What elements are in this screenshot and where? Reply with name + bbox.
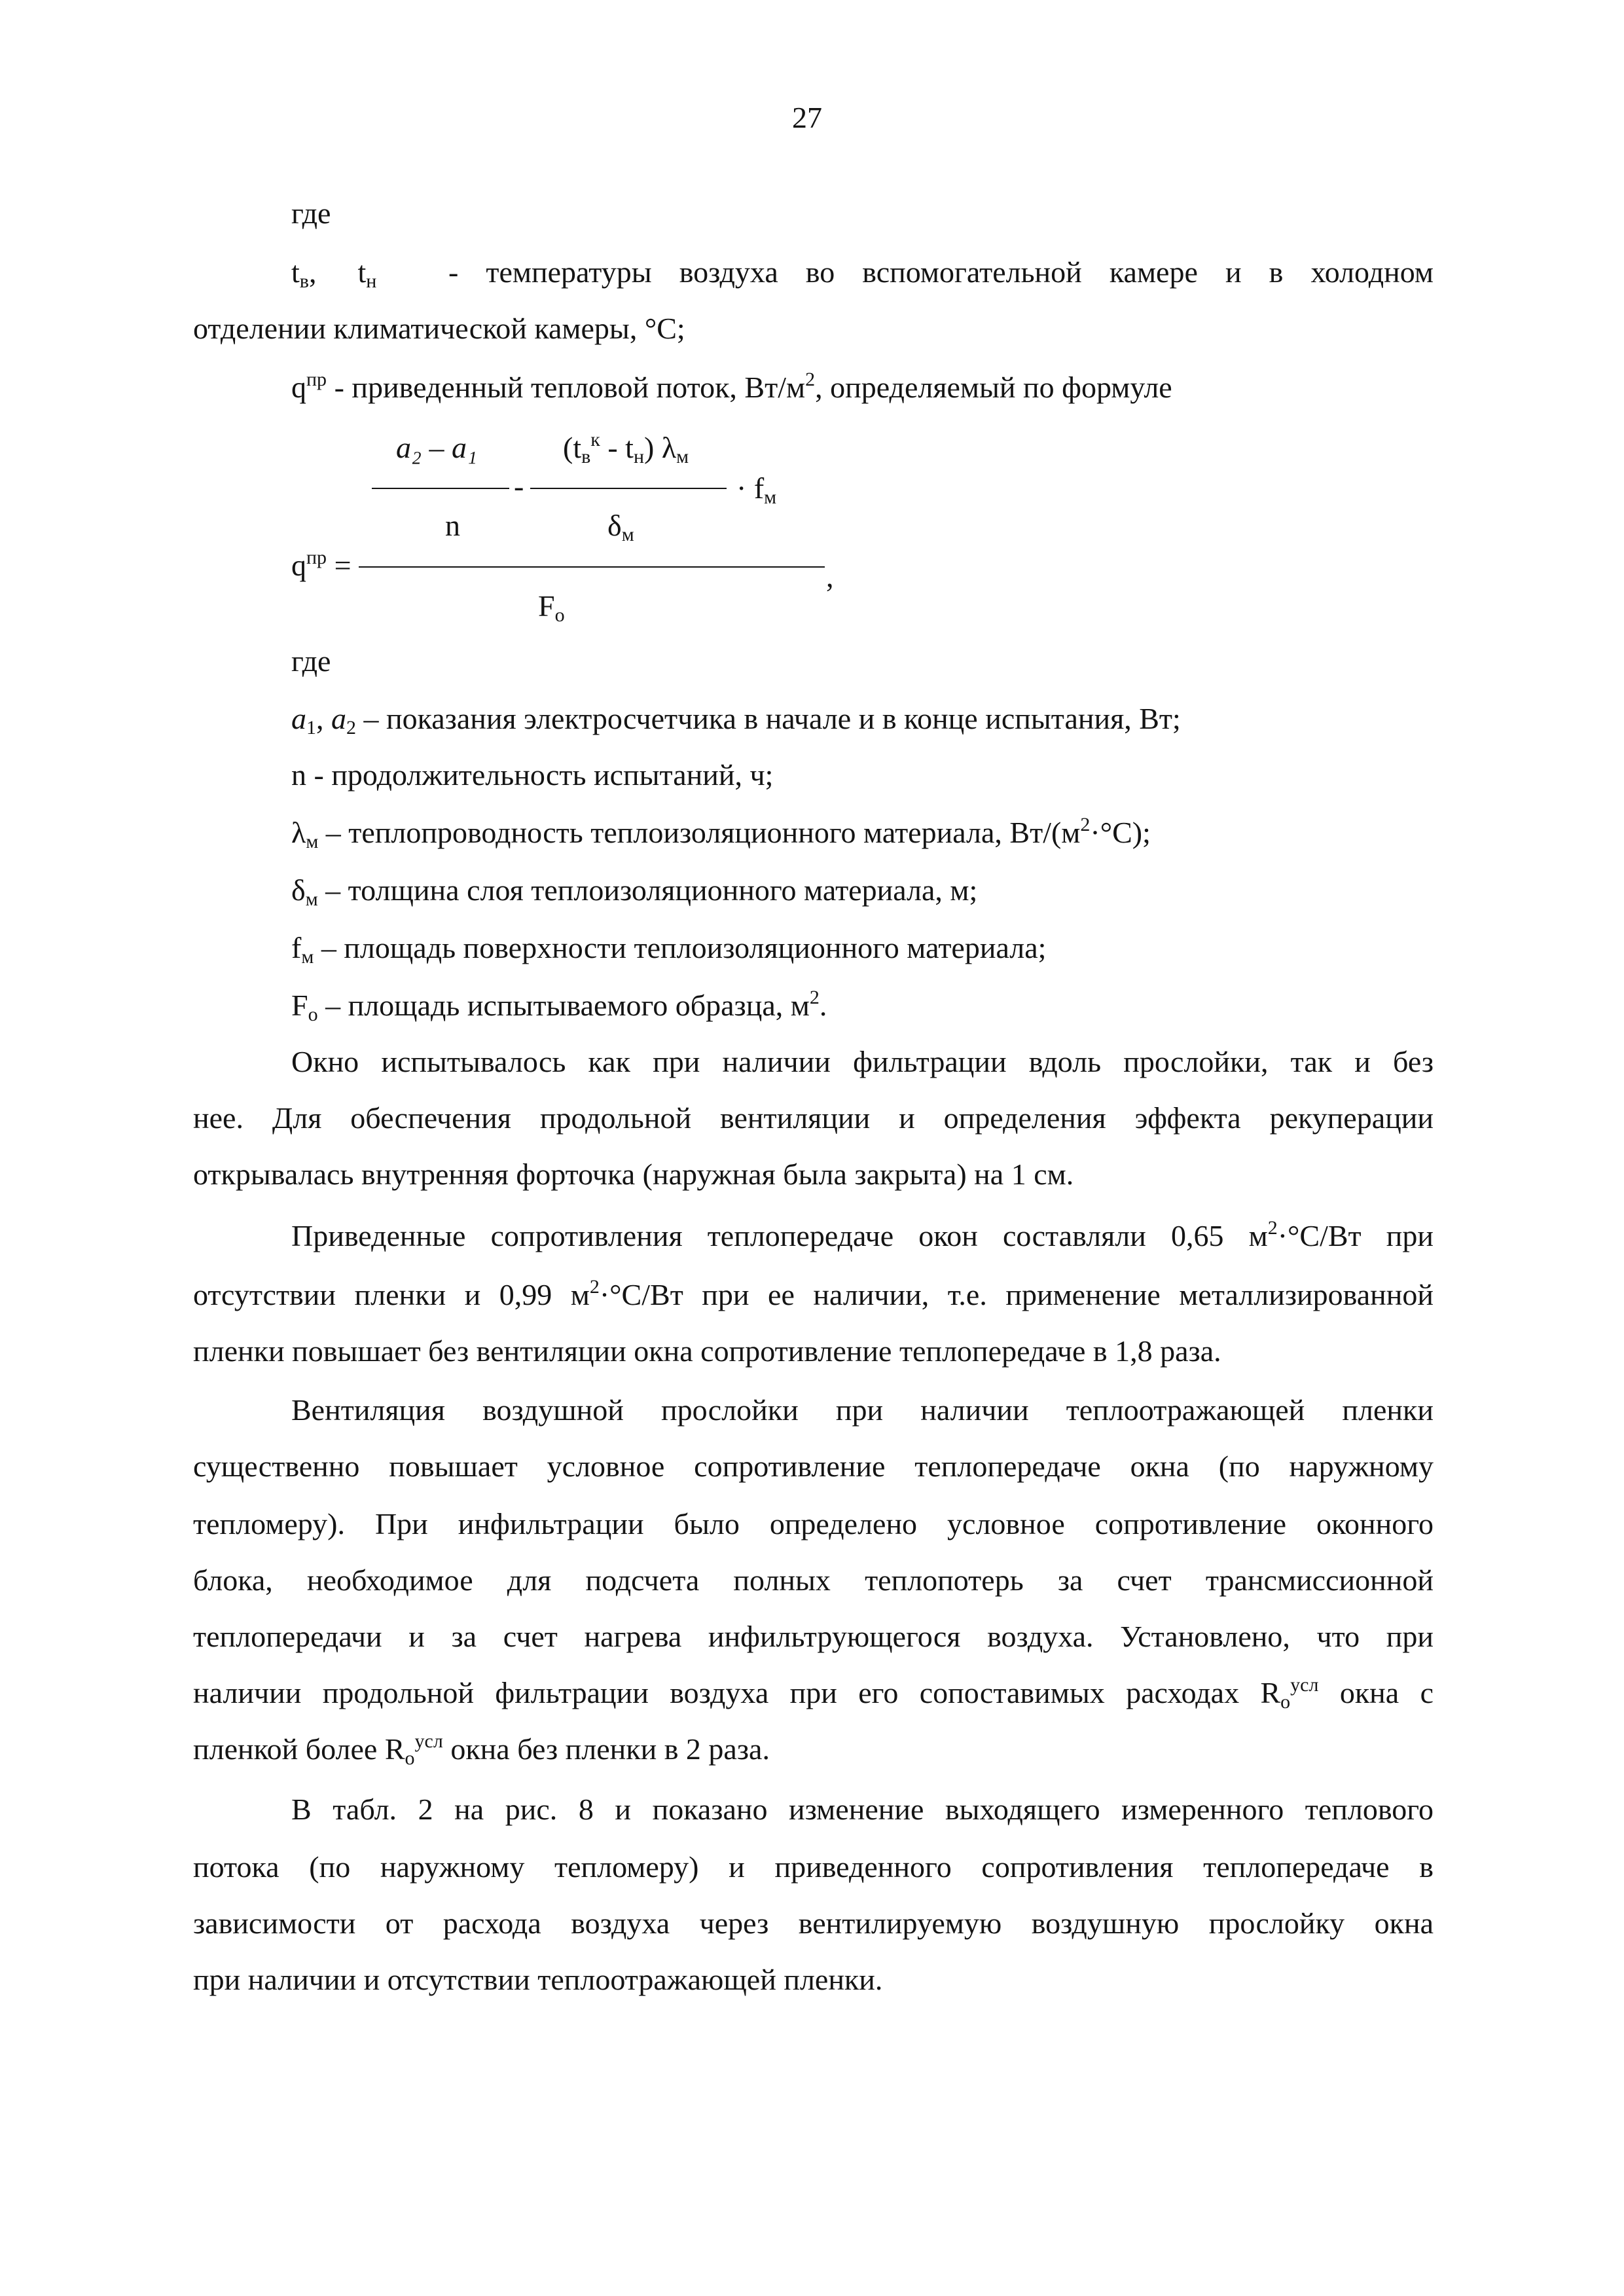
para4-line-1: В табл. 2 на рис. 8 и показано изменение выходящего измеренного теплового [291,1793,1434,1826]
def-n: n - продолжительность испытаний, ч; [291,758,774,792]
para1-line-2: нее. Для обеспечения продольной вентиляции и определения эффекта рекуперации [193,1101,1434,1135]
para4-line-3: зависимости от расхода воздуха через вентилируемую воздушную прослойку окна [193,1906,1434,1940]
fraction-bar-left [372,488,509,489]
para4-line-2: потока (по наружному тепломеру) и приведенного сопротивления теплопередаче в [193,1850,1434,1884]
formula-numerator-right: $(t_в^к - t_н)$ $\lambda_м$ [563,429,689,467]
def-lambda: $\lambda_м$ – теплопроводность теплоизоляционного материала, $Вт/(м^2\cdot^\circ С)$; [291,814,1151,852]
para1-line-1: Окно испытывалось как при наличии фильтрации вдоль прослойки, так и без [291,1045,1434,1078]
page-number: 27 [792,101,822,134]
para3-line-4: блока, необходимое для подсчета полных теплопотерь за счет трансмиссионной [193,1563,1434,1597]
temperature-definition-line-2: отделении климатической камеры, °C; [193,312,685,345]
q-definition: $q^{пр}$ - приведенный тепловой поток, $Вт/м^2$, определяемый по формуле [291,369,1172,404]
formula-denominator-left: n [445,509,460,542]
def-f: $f_м$ – площадь поверхности теплоизоляционного материала; [291,931,1047,968]
formula-minus: - [514,469,524,503]
where-label: где [291,196,331,230]
para2-line-1: Приведенные сопротивления теплопередаче окон составляли 0,65 $м^2\cdot^\circ С/Вт$ при [291,1217,1434,1252]
para3-line-3: тепломеру). При инфильтрации было определено условное сопротивление оконного [193,1507,1434,1540]
para3-line-6: наличии продольной фильтрации воздуха при его сопоставимых расходах $R_о^{усл}$ окна с [193,1674,1434,1713]
para3-line-7: пленкой более $R_о^{усл}$ окна без пленки в 2 раза. [193,1730,770,1769]
def-a: $a_1$, $a_2$ – показания электросчетчика в начале и в конце испытания, Вт; [291,702,1181,738]
para2-line-3: пленки повышает без вентиляции окна сопротивление теплопередаче в 1,8 раза. [193,1334,1221,1368]
def-F: $F_о$ – площадь испытываемого образца, $м^2$. [291,987,827,1025]
para3-line-5: теплопередачи и за счет нагрева инфильтрующегося воздуха. Установлено, что при [193,1620,1434,1653]
main-fraction-bar [359,566,825,568]
para1-line-3: открывалась внутренняя форточка (наружная была закрыта) на 1 см. [193,1157,1074,1191]
temperature-symbols: $t_в$, $t_н$ [291,255,377,292]
formula-times-fm: · $f_м$ [736,471,777,508]
formula-denominator-right: $\delta_м$ [607,509,634,545]
def-delta: $\delta_м$ – толщина слоя теплоизоляционного материала, м; [291,873,978,910]
where-label-2: где [291,644,331,678]
temperature-definition-line-1: - температуры воздуха во вспомогательной камере и в холодном [448,255,1434,289]
para3-line-1: Вентиляция воздушной прослойки при наличии теплоотражающей пленки [291,1393,1434,1427]
formula-denominator-main: $F_о$ [538,589,565,626]
para3-line-2: существенно повышает условное сопротивление теплопередаче окна (по наружному [193,1449,1434,1483]
para2-line-2: отсутствии пленки и 0,99 $м^2\cdot^\circ С/Вт$ при ее наличии, т.е. применение металлизированной [193,1276,1434,1311]
formula-lhs: $q^{пр}$ = [291,547,352,582]
para4-line-4: при наличии и отсутствии теплоотражающей пленки. [193,1963,883,1996]
formula-comma: , [826,560,834,593]
fraction-bar-right [530,488,727,489]
formula-numerator-left: a₂ – a₁ [396,431,477,464]
